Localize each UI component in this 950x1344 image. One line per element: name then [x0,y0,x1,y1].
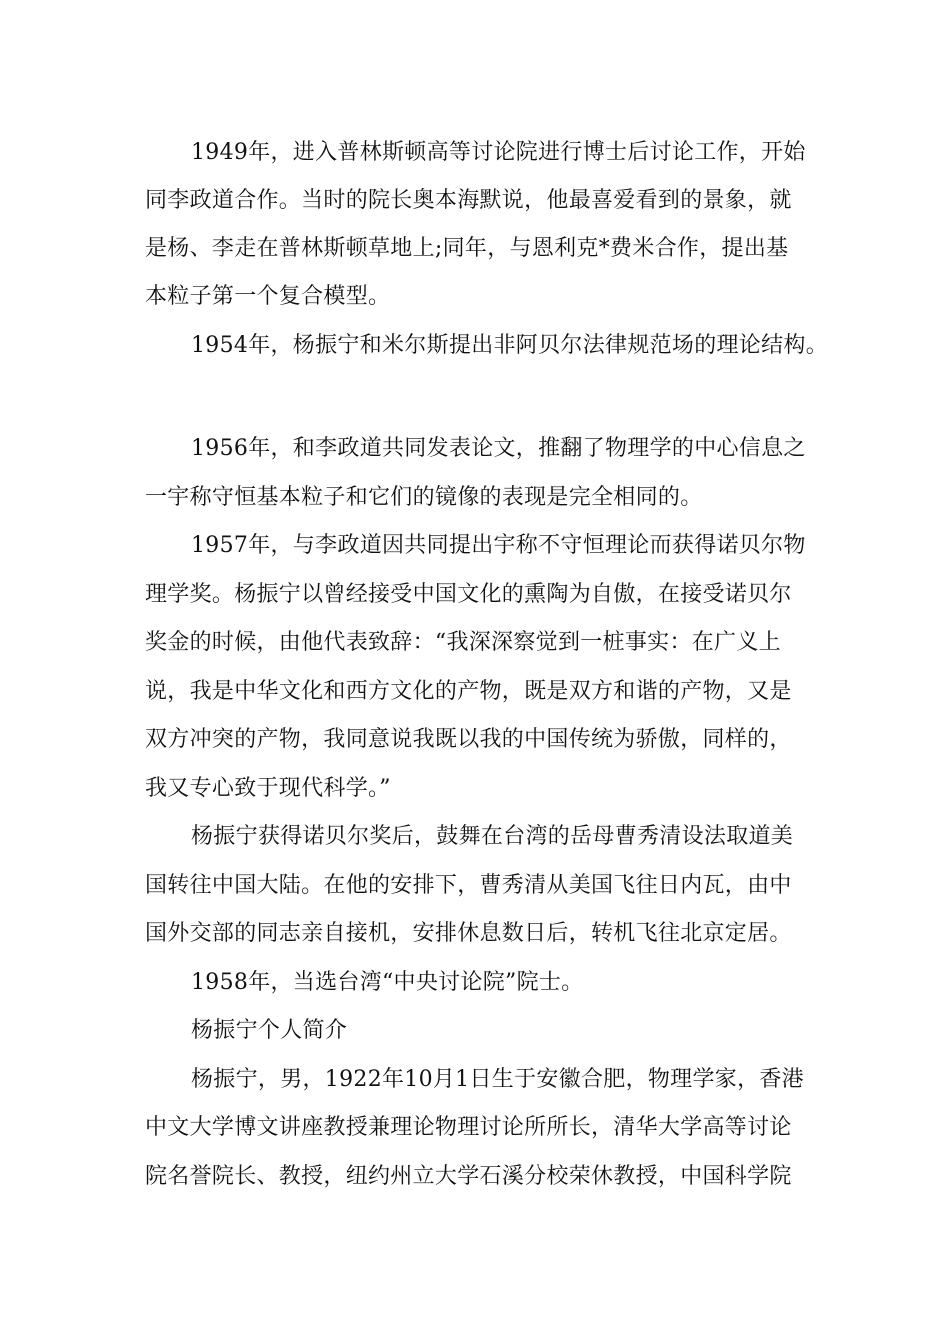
text-line: 理学奖。杨振宁以曾经接受中国文化的熏陶为自傲，在接受诺贝尔 [145,582,792,607]
text-line: 说，我是中华文化和西方文化的产物，既是双方和谐的产物，又是 [145,679,792,704]
text-line: 1958年，当选台湾“中央讨论院”院士。 [191,970,584,995]
text-line: 我又专心致于现代科学。” [145,776,391,801]
text-line: 杨振宁，男，1922年10月1日生于安徽合肥，物理学家，香港 [191,1067,804,1092]
text-line: 1954年，杨振宁和米尔斯提出非阿贝尔法律规范场的理论结构。 [191,333,828,358]
text-line: 中文大学博文讲座教授兼理论物理讨论所所长，清华大学高等讨论 [145,1115,792,1140]
text-line: 1957年，与李政道因共同提出宇称不守恒理论而获得诺贝尔物 [191,533,806,558]
text-line: 国外交部的同志亲自接机，安排休息数日后，转机飞往北京定居。 [145,921,792,946]
text-line: 杨振宁个人简介 [191,1018,348,1043]
text-line: 双方冲突的产物，我同意说我既以我的中国传统为骄傲，同样的， [145,727,792,752]
text-line: 是杨、李走在普林斯顿草地上;同年，与恩利克*费米合作，提出基 [145,236,789,261]
text-line: 同李政道合作。当时的院长奥本海默说，他最喜爱看到的景象，就 [145,188,792,213]
text-line: 杨振宁获得诺贝尔奖后，鼓舞在台湾的岳母曹秀清设法取道美 [191,824,794,849]
text-line: 国转往中国大陆。在他的安排下，曹秀清从美国飞往日内瓦，由中 [145,873,792,898]
text-line: 奖金的时候，由他代表致辞：“我深深察觉到一桩事实：在广义上 [145,630,781,655]
text-line: 本粒子第一个复合模型。 [145,284,391,309]
text-line: 院名誉院长、教授，纽约州立大学石溪分校荣休教授，中国科学院 [145,1164,792,1189]
text-line: 1956年，和李政道共同发表论文，推翻了物理学的中心信息之 [191,436,806,461]
text-line: 一宇称守恒基本粒子和它们的镜像的表现是完全相同的。 [145,485,703,510]
text-line: 1949年，进入普林斯顿高等讨论院进行博士后讨论工作，开始 [191,140,806,165]
